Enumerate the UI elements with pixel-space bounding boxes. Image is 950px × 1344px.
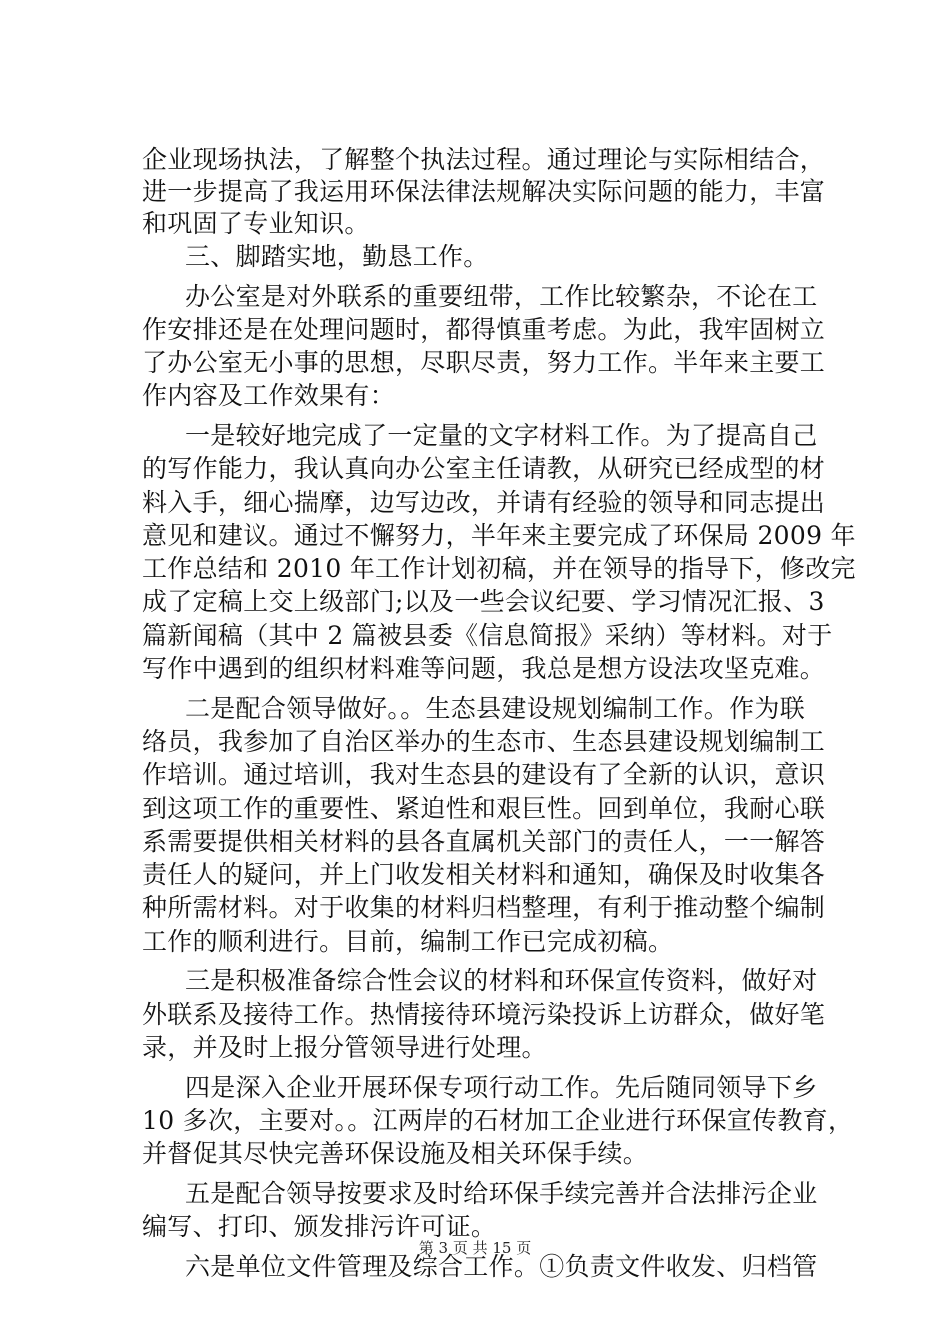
text-line: 编写、打印、颁发排污许可证。: [142, 1212, 497, 1241]
text-line: 并督促其尽快完善环保设施及相关环保手续。: [142, 1139, 649, 1168]
text-line: 了办公室无小事的思想，尽职尽责，努力工作。半年来主要工: [142, 348, 826, 377]
section-heading: 三、脚踏实地，勤恳工作。: [185, 242, 489, 271]
text-line: 的写作能力，我认真向办公室主任请教，从研究已经成型的材: [142, 454, 826, 483]
text-line: 企业现场执法，了解整个执法过程。通过理论与实际相结合，: [142, 145, 826, 174]
text-line: 作内容及工作效果有：: [142, 381, 396, 410]
text-line: 料入手，细心揣摩，边写边改，并请有经验的领导和同志提出: [142, 488, 826, 517]
text-line: 络员，我参加了自治区举办的生态市、生态县建设规划编制工: [142, 727, 826, 756]
page-number-footer: 第 3 页 共 15 页: [418, 1239, 532, 1257]
text-line: 种所需材料。对于收集的材料归档整理，有利于推动整个编制: [142, 893, 826, 922]
text-line: 进一步提高了我运用环保法律法规解决实际问题的能力，丰富: [142, 177, 826, 206]
text-line: 到这项工作的重要性、紧迫性和艰巨性。回到单位，我耐心联: [142, 794, 826, 823]
text-line: 一是较好地完成了一定量的文字材料工作。为了提高自己: [185, 421, 818, 450]
text-line: 成了定稿上交上级部门;以及一些会议纪要、学习情况汇报、3: [142, 587, 825, 616]
text-line: 作安排还是在处理问题时，都得慎重考虑。为此，我牢固树立: [142, 315, 826, 344]
text-line: 篇新闻稿（其中 2 篇被县委《信息简报》采纳）等材料。对于: [142, 621, 833, 650]
text-line: 写作中遇到的组织材料难等问题，我总是想方设法攻坚克难。: [142, 654, 826, 683]
text-line: 工作总结和 2010 年工作计划初稿，并在领导的指导下，修改完: [142, 554, 856, 583]
text-line: 办公室是对外联系的重要纽带，工作比较繁杂，不论在工: [185, 282, 818, 311]
text-line: 和巩固了专业知识。: [142, 209, 370, 238]
text-line: 10 多次，主要对。。江两岸的石材加工企业进行环保宣传教育，: [142, 1106, 854, 1135]
text-line: 外联系及接待工作。热情接待环境污染投诉上访群众，做好笔: [142, 1000, 826, 1029]
text-line: 意见和建议。通过不懈努力，半年来主要完成了环保局 2009 年: [142, 521, 856, 550]
text-line: 系需要提供相关材料的县各直属机关部门的责任人，一一解答: [142, 827, 826, 856]
text-line: 作培训。通过培训，我对生态县的建设有了全新的认识，意识: [142, 760, 826, 789]
text-line: 五是配合领导按要求及时给环保手续完善并合法排污企业: [185, 1179, 818, 1208]
text-line: 六是单位文件管理及综合工作。①负责文件收发、归档管: [185, 1252, 818, 1281]
text-line: 工作的顺利进行。目前，编制工作已完成初稿。: [142, 927, 674, 956]
text-line: 责任人的疑问，并上门收发相关材料和通知，确保及时收集各: [142, 860, 826, 889]
text-line: 二是配合领导做好。。生态县建设规划编制工作。作为联: [185, 694, 806, 723]
text-line: 录，并及时上报分管领导进行处理。: [142, 1033, 547, 1062]
text-line: 三是积极准备综合性会议的材料和环保宣传资料，做好对: [185, 966, 818, 995]
text-line: 四是深入企业开展环保专项行动工作。先后随同领导下乡: [185, 1073, 818, 1102]
